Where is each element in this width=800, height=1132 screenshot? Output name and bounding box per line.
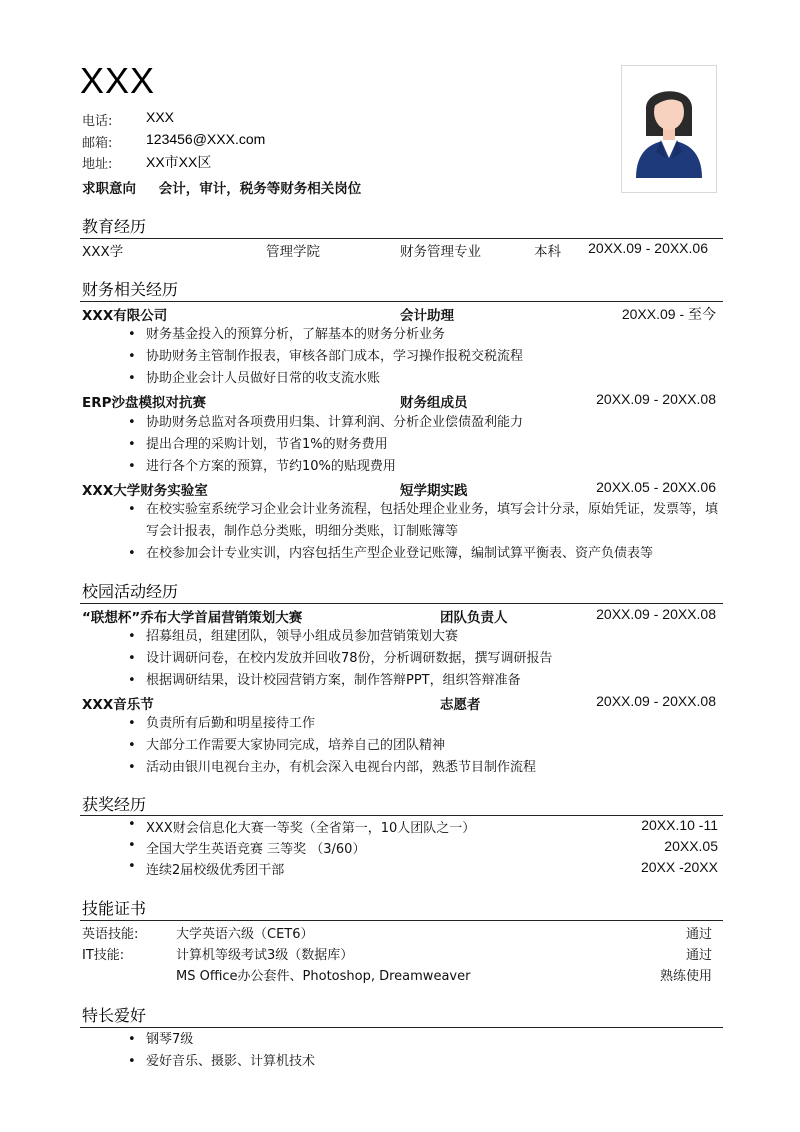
list-item: • 提出合理的采购计划，节省1%的财务费用 bbox=[128, 434, 728, 456]
award-text: 全国大学生英语竞赛 三等奖 （3/60） bbox=[146, 842, 366, 857]
bullet-icon: • bbox=[128, 817, 136, 832]
entry-role: 短学期实践 bbox=[400, 483, 468, 499]
list-item: • 招募组员，组建团队，领导小组成员参加营销策划大赛 bbox=[128, 626, 728, 648]
finance-entry-bullets bbox=[128, 412, 728, 478]
campus-divider bbox=[80, 603, 723, 604]
campus-entry-header bbox=[82, 693, 720, 713]
entry-role: 团队负责人 bbox=[440, 610, 508, 626]
skills-title: 技能证书 bbox=[82, 899, 147, 918]
skill-row bbox=[82, 944, 712, 966]
hobbies-list bbox=[128, 1029, 728, 1073]
entry-org: ERP沙盘模拟对抗赛 bbox=[82, 395, 207, 411]
address-label: 地址: bbox=[82, 157, 113, 172]
entry-dates: 20XX.09 - 20XX.08 bbox=[596, 693, 716, 709]
phone-label: 电话: bbox=[82, 114, 113, 129]
finance-entry-bullets bbox=[128, 499, 720, 565]
award-item bbox=[128, 838, 718, 860]
entry-role: 会计助理 bbox=[400, 308, 454, 324]
finance-entry-header bbox=[82, 479, 720, 499]
list-item: • 活动由银川电视台主办，有机会深入电视台内部，熟悉节目制作流程 bbox=[128, 757, 728, 779]
entry-dates: 20XX.09 - 至今 bbox=[621, 306, 716, 322]
entry-dates: 20XX.09 - 20XX.08 bbox=[596, 606, 716, 622]
campus-entry-bullets bbox=[128, 713, 728, 779]
award-date: 20XX.05 bbox=[664, 838, 718, 854]
campus-entry-header bbox=[82, 606, 720, 626]
skill-level: 熟练使用 bbox=[659, 969, 712, 984]
skill-label: 英语技能: bbox=[82, 927, 139, 942]
objective-label: 求职意向 bbox=[82, 181, 136, 197]
awards-title: 获奖经历 bbox=[82, 795, 147, 814]
award-item bbox=[128, 817, 718, 839]
skill-level: 通过 bbox=[685, 948, 712, 963]
entry-role: 财务组成员 bbox=[400, 395, 468, 411]
list-item: • 根据调研结果，设计校园营销方案，制作答辩PPT，组织答辩准备 bbox=[128, 670, 728, 692]
skill-row bbox=[82, 965, 712, 987]
education-dates: 20XX.09 - 20XX.06 bbox=[588, 240, 708, 256]
skill-value: 大学英语六级（CET6） bbox=[176, 927, 314, 942]
entry-org: XXX音乐节 bbox=[82, 697, 154, 713]
education-school: XXX学 bbox=[82, 244, 124, 260]
entry-org: XXX有限公司 bbox=[82, 308, 168, 324]
list-item: • 爱好音乐、摄影、计算机技术 bbox=[128, 1051, 728, 1073]
skill-level: 通过 bbox=[685, 927, 712, 942]
education-divider bbox=[80, 238, 723, 239]
list-item: • 协助企业会计人员做好日常的收支流水账 bbox=[128, 368, 728, 390]
list-item: • 负责所有后勤和明星接待工作 bbox=[128, 713, 728, 735]
skill-row bbox=[82, 923, 712, 945]
education-row bbox=[82, 240, 720, 260]
objective-value: 会计，审计，税务等财务相关岗位 bbox=[158, 181, 362, 197]
list-item: • 协助财务主管制作报表，审核各部门成本，学习操作报税交税流程 bbox=[128, 346, 728, 368]
education-major: 财务管理专业 bbox=[400, 244, 481, 260]
finance-entry-bullets bbox=[128, 324, 728, 390]
finance-title: 财务相关经历 bbox=[82, 280, 179, 299]
list-item: • 设计调研问卷，在校内发放并回收78份，分析调研数据，撰写调研报告 bbox=[128, 648, 728, 670]
entry-org: XXX大学财务实验室 bbox=[82, 483, 208, 499]
award-date: 20XX.10 -11 bbox=[641, 817, 718, 833]
award-text: 连续2届校级优秀团干部 bbox=[146, 863, 285, 878]
bullet-icon: • bbox=[128, 859, 136, 874]
list-item: • 在校参加会计专业实训，内容包括生产型企业登记账簿，编制试算平衡表、资产负债表等 bbox=[128, 543, 720, 565]
email-value: 123456@XXX.com bbox=[146, 131, 266, 147]
bullet-icon: • bbox=[128, 838, 136, 853]
education-degree: 本科 bbox=[534, 244, 561, 260]
education-title: 教育经历 bbox=[82, 217, 147, 236]
list-item: • 钢琴7级 bbox=[128, 1029, 728, 1051]
job-objective bbox=[82, 177, 361, 197]
hobbies-divider bbox=[80, 1027, 723, 1028]
finance-divider bbox=[80, 301, 723, 302]
profile-photo bbox=[621, 65, 717, 193]
list-item: • 在校实验室系统学习企业会计业务流程，包括处理企业业务，填写会计分录，原始凭证，发票等，填写会计报表，制作总分类账，明细分类账，订制账簿等 bbox=[128, 499, 720, 543]
list-item: • 协助财务总监对各项费用归集、计算利润、分析企业偿债盈利能力 bbox=[128, 412, 728, 434]
campus-entry-bullets bbox=[128, 626, 728, 692]
finance-entry-header bbox=[82, 304, 720, 324]
phone-value: XXX bbox=[146, 109, 175, 125]
campus-title: 校园活动经历 bbox=[82, 582, 179, 601]
avatar-icon bbox=[622, 66, 716, 192]
list-item: • 财务基金投入的预算分析，了解基本的财务分析业务 bbox=[128, 324, 728, 346]
finance-entry-header bbox=[82, 391, 720, 411]
list-item: • 进行各个方案的预算，节约10%的贴现费用 bbox=[128, 456, 728, 478]
address-value: XX市XX区 bbox=[146, 154, 212, 170]
entry-org: “联想杯”乔布大学首届营销策划大赛 bbox=[82, 610, 303, 626]
award-date: 20XX -20XX bbox=[640, 859, 718, 875]
entry-dates: 20XX.09 - 20XX.08 bbox=[596, 391, 716, 407]
award-text: XXX财会信息化大赛一等奖（全省第一，10人团队之一） bbox=[146, 821, 476, 836]
entry-role: 志愿者 bbox=[440, 697, 481, 713]
education-college: 管理学院 bbox=[266, 244, 320, 260]
hobbies-title: 特长爱好 bbox=[82, 1006, 147, 1025]
skills-divider bbox=[80, 920, 723, 921]
skill-value: MS Office办公套件、Photoshop, Dreamweaver bbox=[176, 969, 471, 984]
list-item: • 大部分工作需要大家协同完成，培养自己的团队精神 bbox=[128, 735, 728, 757]
awards-divider bbox=[80, 815, 723, 816]
candidate-name: XXX bbox=[80, 60, 156, 101]
entry-dates: 20XX.05 - 20XX.06 bbox=[596, 479, 716, 495]
skill-label: IT技能: bbox=[82, 948, 125, 963]
skill-value: 计算机等级考试3级（数据库） bbox=[176, 948, 354, 963]
email-label: 邮箱: bbox=[82, 136, 113, 151]
award-item bbox=[128, 859, 718, 881]
